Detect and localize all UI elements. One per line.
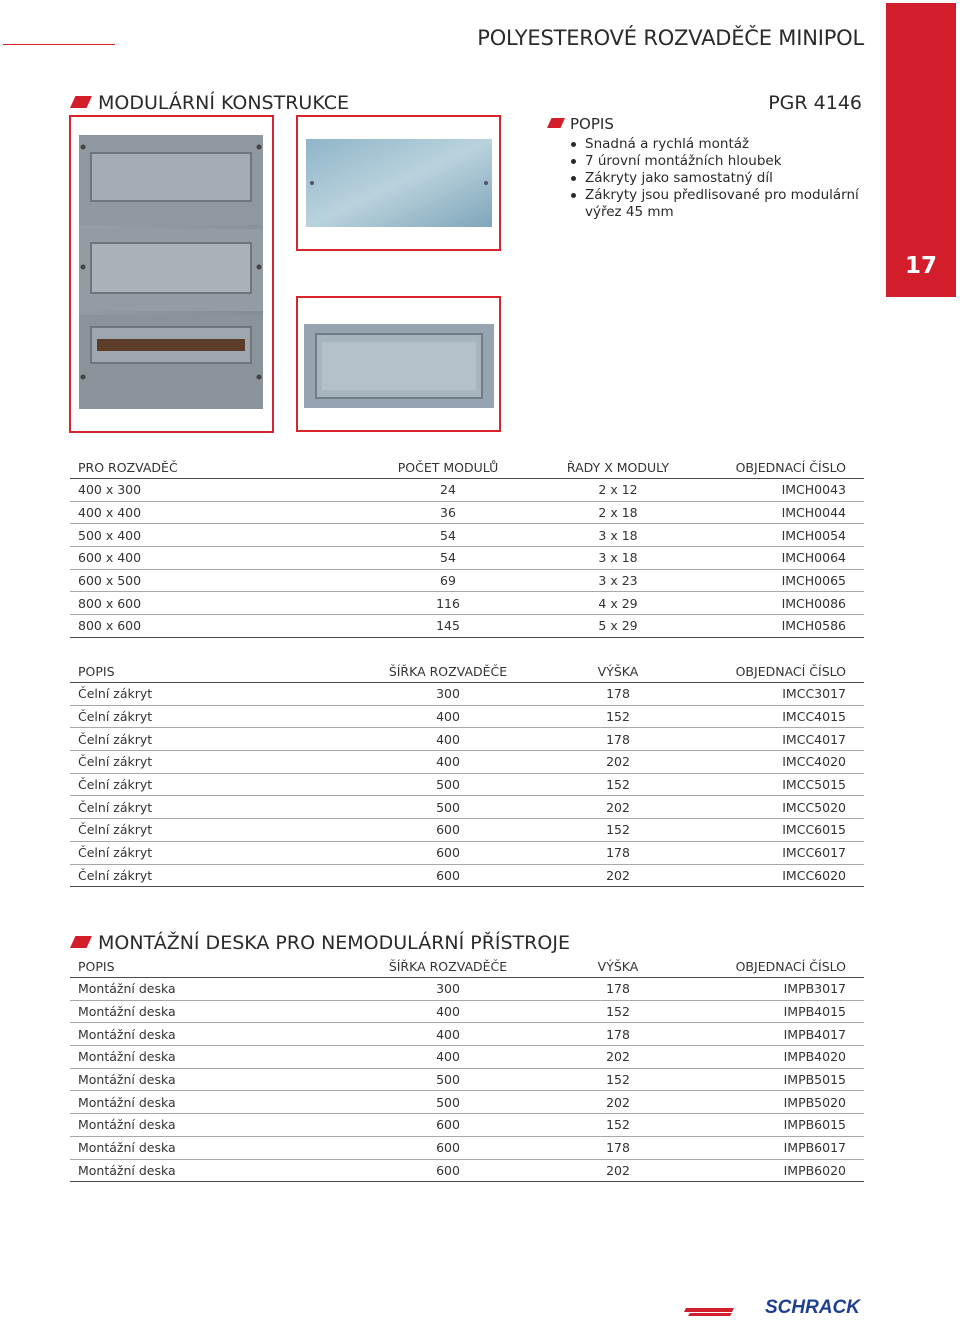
table-cell: Čelní zákryt <box>70 841 378 864</box>
table-cell: IMPB4020 <box>718 1046 864 1069</box>
table-cell: 500 <box>378 796 518 819</box>
table-cell: Čelní zákryt <box>70 796 378 819</box>
product-code: PGR 4146 <box>768 92 862 114</box>
table-cell: 600 <box>378 1114 518 1137</box>
table-cell: IMCC4015 <box>718 705 864 728</box>
table-cell: 69 <box>378 569 518 592</box>
table-cell: 202 <box>518 1046 718 1069</box>
table-cell: IMPB3017 <box>718 978 864 1001</box>
table-cell: 4 x 29 <box>518 592 718 615</box>
table-cell: 2 x 12 <box>518 479 718 502</box>
page-title: POLYESTEROVÉ ROZVADĚČE MINIPOL <box>477 26 864 50</box>
table-row <box>70 1159 864 1182</box>
table-cell: 54 <box>378 524 518 547</box>
table-cell: 36 <box>378 501 518 524</box>
table-cell: 400 x 300 <box>70 479 378 502</box>
table-cell: 400 <box>378 751 518 774</box>
table-cell: 202 <box>518 1091 718 1114</box>
table-cell: 152 <box>518 773 718 796</box>
schrack-logo <box>682 1296 862 1318</box>
table-cell: 178 <box>518 1136 718 1159</box>
table-cell: IMPB6017 <box>718 1136 864 1159</box>
table-cell: IMCH0065 <box>718 569 864 592</box>
table-cell: 800 x 600 <box>70 592 378 615</box>
table-cell: 600 x 500 <box>70 569 378 592</box>
table-cell: Montážní deska <box>70 1000 378 1023</box>
header-rule <box>3 44 115 45</box>
column-header: POPIS <box>70 660 378 683</box>
table-cell: Montážní deska <box>70 978 378 1001</box>
table-cell: Čelní zákryt <box>70 705 378 728</box>
description-heading <box>547 115 614 133</box>
table-cell: IMCC5020 <box>718 796 864 819</box>
table-cell: IMPB4015 <box>718 1000 864 1023</box>
table-cell: 400 <box>378 728 518 751</box>
table-cell: Čelní zákryt <box>70 819 378 842</box>
table-cell: 145 <box>378 615 518 638</box>
table-cell: 400 <box>378 1046 518 1069</box>
mounting-plate-table <box>70 955 864 1182</box>
table-cell: 5 x 29 <box>518 615 718 638</box>
table-cell: 600 <box>378 1159 518 1182</box>
table-header-row <box>70 955 864 978</box>
table-cell: IMCC6017 <box>718 841 864 864</box>
table-row <box>70 751 864 774</box>
table-cell: IMCH0086 <box>718 592 864 615</box>
table-cell: 600 x 400 <box>70 547 378 570</box>
table-cell: 600 <box>378 864 518 887</box>
table-row <box>70 569 864 592</box>
table-cell: IMPB6015 <box>718 1114 864 1137</box>
table-cell: IMCH0064 <box>718 547 864 570</box>
table-cell: IMPB5015 <box>718 1068 864 1091</box>
table-cell: 500 <box>378 1091 518 1114</box>
description-list <box>569 136 869 221</box>
table-cell: 500 x 400 <box>70 524 378 547</box>
table-row <box>70 773 864 796</box>
table-cell: 3 x 18 <box>518 547 718 570</box>
table-cell: 500 <box>378 773 518 796</box>
logo-text: SCHRACK <box>765 1297 860 1318</box>
table-cell: 178 <box>518 728 718 751</box>
table-cell: Montážní deska <box>70 1091 378 1114</box>
table-row <box>70 1091 864 1114</box>
table-cell: 300 <box>378 978 518 1001</box>
table-row <box>70 819 864 842</box>
table-row <box>70 1000 864 1023</box>
table-row <box>70 1023 864 1046</box>
table-row <box>70 841 864 864</box>
table-row <box>70 1136 864 1159</box>
table-row <box>70 547 864 570</box>
table-row <box>70 479 864 502</box>
mounting-plate-image <box>298 117 499 249</box>
table-cell: Montážní deska <box>70 1114 378 1137</box>
table-cell: 202 <box>518 796 718 819</box>
front-cover-image <box>298 298 499 430</box>
table-cell: 202 <box>518 1159 718 1182</box>
table-cell: 202 <box>518 751 718 774</box>
table-row <box>70 796 864 819</box>
table-cell: IMPB5020 <box>718 1091 864 1114</box>
table-cell: 54 <box>378 547 518 570</box>
table-cell: IMPB4017 <box>718 1023 864 1046</box>
table-row <box>70 1046 864 1069</box>
column-header: ŘADY X MODULY <box>518 456 718 479</box>
table-cell: IMCH0054 <box>718 524 864 547</box>
table-row <box>70 683 864 706</box>
photo-modular-frame <box>69 115 274 433</box>
photo-mounting-plate <box>296 115 501 251</box>
table-cell: 400 <box>378 705 518 728</box>
table-cell: 24 <box>378 479 518 502</box>
column-header: POČET MODULŮ <box>378 456 518 479</box>
section-marker-icon <box>70 936 92 948</box>
table-cell: 500 <box>378 1068 518 1091</box>
table-cell: 800 x 600 <box>70 615 378 638</box>
table-cell: 152 <box>518 1000 718 1023</box>
enclosure-frame-image <box>71 117 272 431</box>
table-cell: 400 <box>378 1023 518 1046</box>
table-cell: 400 <box>378 1000 518 1023</box>
table-row <box>70 1114 864 1137</box>
column-header: OBJEDNACÍ ČÍSLO <box>718 660 864 683</box>
section-mounting-heading <box>70 932 570 954</box>
table-cell: 178 <box>518 1023 718 1046</box>
table-cell: Čelní zákryt <box>70 773 378 796</box>
table-header-row <box>70 660 864 683</box>
table-header-row <box>70 456 864 479</box>
table-cell: Montážní deska <box>70 1046 378 1069</box>
table-cell: IMCH0044 <box>718 501 864 524</box>
table-cell: 202 <box>518 864 718 887</box>
table-cell: IMCC4017 <box>718 728 864 751</box>
table-cell: 600 <box>378 1136 518 1159</box>
section-modular-title: MODULÁRNÍ KONSTRUKCE <box>98 92 350 114</box>
table-row <box>70 1068 864 1091</box>
column-header: POPIS <box>70 955 378 978</box>
photo-front-cover <box>296 296 501 432</box>
table-cell: IMCH0586 <box>718 615 864 638</box>
table-cell: 152 <box>518 1068 718 1091</box>
table-cell: 300 <box>378 683 518 706</box>
table-cell: 400 x 400 <box>70 501 378 524</box>
table-cell: IMCH0043 <box>718 479 864 502</box>
column-header: PRO ROZVADĚČ <box>70 456 378 479</box>
table-cell: 152 <box>518 819 718 842</box>
table-cell: 3 x 23 <box>518 569 718 592</box>
table-cell: IMCC6020 <box>718 864 864 887</box>
table-cell: Čelní zákryt <box>70 728 378 751</box>
table-cell: 178 <box>518 683 718 706</box>
modular-frame-table <box>70 456 864 638</box>
table-cell: IMCC5015 <box>718 773 864 796</box>
table-cell: Montážní deska <box>70 1136 378 1159</box>
table-cell: Čelní zákryt <box>70 864 378 887</box>
schrack-logo-icon <box>682 1296 862 1318</box>
description-title: POPIS <box>570 115 614 133</box>
table-cell: 2 x 18 <box>518 501 718 524</box>
description-item: Snadná a rychlá montáž <box>569 136 869 153</box>
table-cell: 178 <box>518 841 718 864</box>
table-row <box>70 728 864 751</box>
section-modular-heading <box>70 92 349 114</box>
description-marker-icon <box>547 118 565 128</box>
table-cell: 600 <box>378 819 518 842</box>
column-header: OBJEDNACÍ ČÍSLO <box>718 955 864 978</box>
table-row <box>70 524 864 547</box>
column-header: ŠÍŘKA ROZVADĚČE <box>378 660 518 683</box>
table-cell: 152 <box>518 705 718 728</box>
table-row <box>70 501 864 524</box>
column-header: ŠÍŘKA ROZVADĚČE <box>378 955 518 978</box>
column-header: OBJEDNACÍ ČÍSLO <box>718 456 864 479</box>
table-row <box>70 592 864 615</box>
table-cell: IMCC6015 <box>718 819 864 842</box>
page-tab <box>886 3 956 297</box>
table-row <box>70 864 864 887</box>
column-header: VÝŠKA <box>518 660 718 683</box>
table-cell: Montážní deska <box>70 1068 378 1091</box>
table-row <box>70 705 864 728</box>
table-cell: 152 <box>518 1114 718 1137</box>
table-cell: Čelní zákryt <box>70 751 378 774</box>
table-cell: IMCC3017 <box>718 683 864 706</box>
column-header: VÝŠKA <box>518 955 718 978</box>
table-cell: 178 <box>518 978 718 1001</box>
table-cell: 3 x 18 <box>518 524 718 547</box>
table-cell: Čelní zákryt <box>70 683 378 706</box>
description-item: Zákryty jsou předlisované pro modulární výřez 45 mm <box>569 187 869 221</box>
page-number: 17 <box>904 253 937 279</box>
table-row <box>70 615 864 638</box>
section-marker-icon <box>70 96 92 108</box>
table-row <box>70 978 864 1001</box>
front-cover-table <box>70 660 864 887</box>
table-cell: IMPB6020 <box>718 1159 864 1182</box>
section-mounting-title: MONTÁŽNÍ DESKA PRO NEMODULÁRNÍ PŘÍSTROJE <box>98 932 570 954</box>
description-item: Zákryty jako samostatný díl <box>569 170 869 187</box>
description-item: 7 úrovní montážních hloubek <box>569 153 869 170</box>
table-cell: IMCC4020 <box>718 751 864 774</box>
table-cell: 600 <box>378 841 518 864</box>
table-cell: 116 <box>378 592 518 615</box>
table-cell: Montážní deska <box>70 1023 378 1046</box>
table-cell: Montážní deska <box>70 1159 378 1182</box>
